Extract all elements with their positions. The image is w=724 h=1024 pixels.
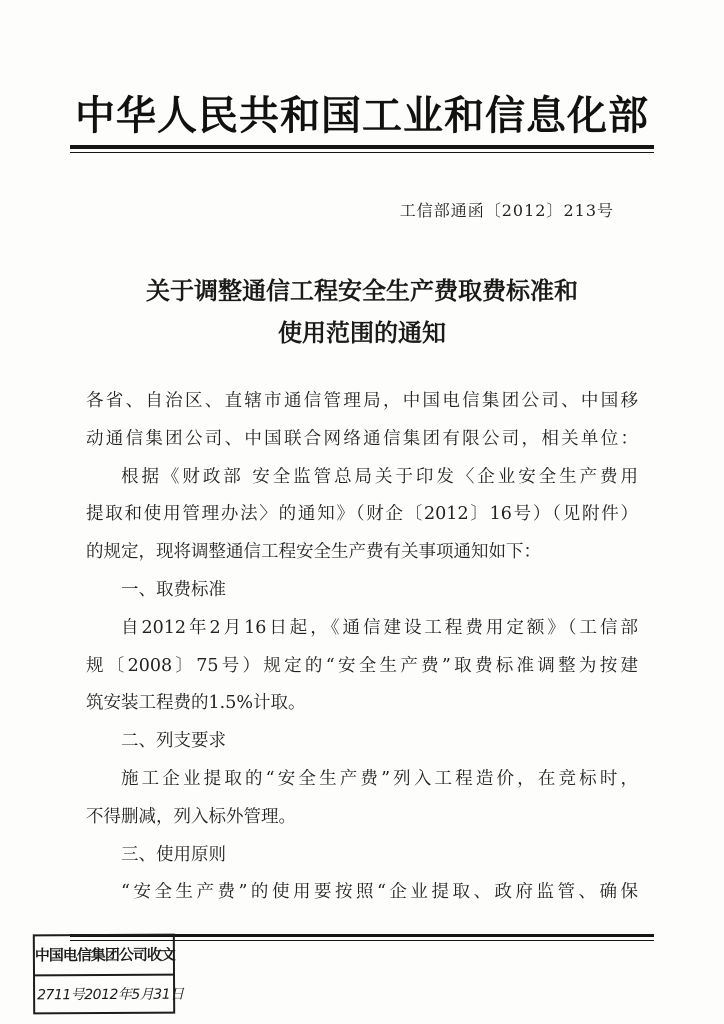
body-line: 提取和使用管理办法〉的通知》（财企〔2012〕16号）（见附件） [86, 504, 638, 525]
notice-title-line-1: 关于调整通信工程安全生产费取费标准和 [146, 276, 578, 305]
body-line: 各省、自治区、直辖市通信管理局，中国电信集团公司、中国移 [86, 391, 638, 411]
body-line: 根据《财政部 安全监管总局关于印发〈企业安全生产费用 [121, 466, 638, 487]
header-rule-thin [70, 152, 654, 153]
body-line: 筑安装工程费的1.5%计取。 [86, 693, 306, 714]
body-line: 规〔2008〕75号）规定的“安全生产费”取费标准调整为按建 [86, 655, 638, 676]
notice-title-line-2: 使用范围的通知 [278, 318, 446, 347]
section-heading: 一、取费标准 [121, 579, 226, 600]
stamp-organization: 中国电信集团公司收文 [35, 936, 173, 977]
section-heading: 二、列支要求 [121, 731, 226, 752]
stamp-receipt-entry: 2711号2012年5月31日 [37, 986, 184, 1004]
document-number: 工信部通函〔2012〕213号 [399, 201, 614, 220]
body-line: 自2012年2月16日起，《通信建设工程费用定额》（工信部 [121, 617, 638, 638]
notice-title [0, 270, 724, 354]
body-line: 的规定，现将调整通信工程安全生产费有关事项通知如下： [86, 542, 541, 563]
notice-body [86, 383, 638, 912]
body-line: 不得删减，列入标外管理。 [86, 806, 296, 827]
receipt-stamp [33, 934, 184, 1015]
body-line: “安全生产费”的使用要按照“企业提取、政府监管、确保 [121, 882, 638, 903]
body-line: 施工企业提取的“安全生产费”列入工程造价，在竞标时， [121, 768, 638, 789]
ministry-header: 中华人民共和国工业和信息化部 [75, 93, 649, 139]
body-line: 动通信集团公司、中国联合网络通信集团有限公司，相关单位： [86, 428, 638, 449]
section-heading: 三、使用原则 [121, 844, 226, 865]
header-rule-thick [70, 145, 654, 149]
